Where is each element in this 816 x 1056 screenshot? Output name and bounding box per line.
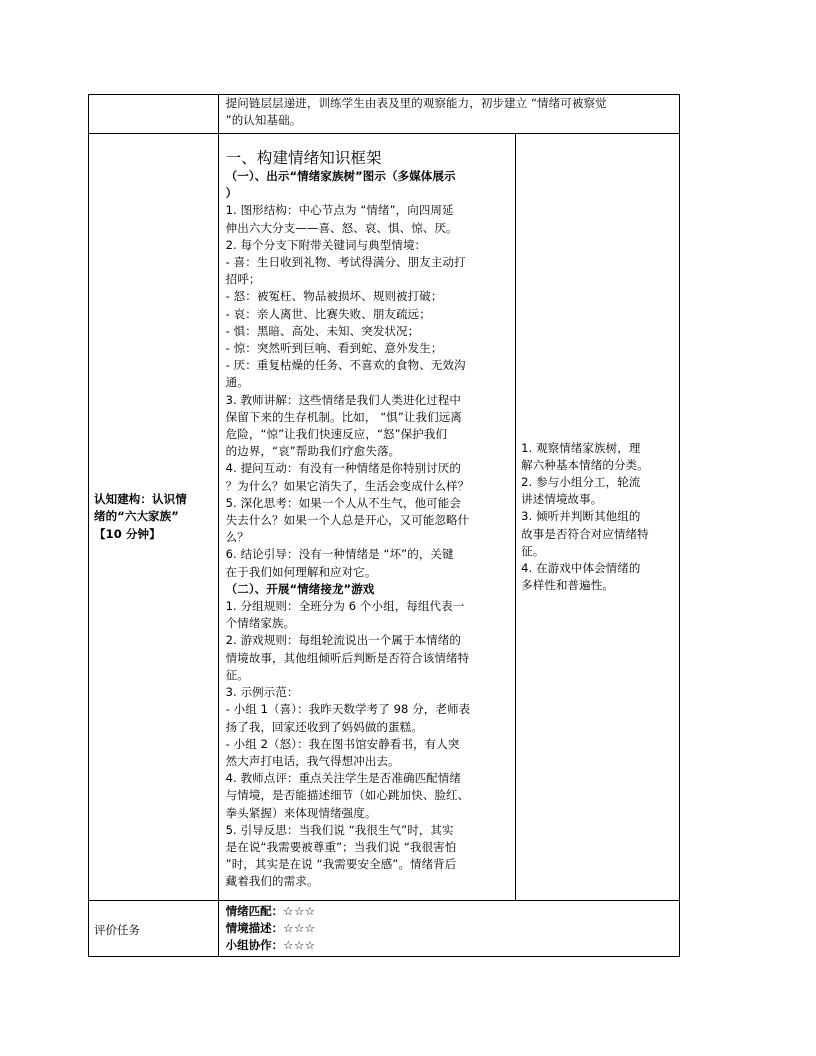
body-line: 是在说“我需要被尊重”；当我们说 “我很害怕 bbox=[225, 839, 457, 854]
body-line: - 小组 1（喜）：我昨天数学考了 98 分，老师表 bbox=[225, 702, 471, 717]
stage-title-line: 绪的“六大家族” bbox=[94, 509, 179, 524]
evaluation-item bbox=[226, 903, 671, 920]
student-activity-line: 故事是否符合对应情绪特 bbox=[521, 526, 649, 541]
body-line: 4. 教师点评：重点关注学生是否准确匹配情绪 bbox=[225, 771, 461, 786]
star-rating-icon: ☆☆☆ bbox=[283, 904, 316, 918]
lesson-plan-table bbox=[88, 94, 680, 957]
student-activity-line: 4. 在游戏中体会情绪的 bbox=[521, 561, 641, 575]
student-activity-line: 征。 bbox=[521, 543, 545, 558]
evaluation-row bbox=[89, 901, 680, 957]
student-activity-line: 讲述情境故事。 bbox=[521, 492, 603, 507]
body-line: 拳头紧握）来体现情绪强度。 bbox=[225, 805, 377, 820]
body-line: 在于我们如何理解和应对它。 bbox=[225, 564, 377, 579]
stage-title-line: 认知建构：认识情 bbox=[94, 492, 187, 507]
body-line: 藏着我们的需求。 bbox=[225, 874, 319, 889]
star-rating-icon: ☆☆☆ bbox=[283, 938, 316, 952]
body-line: - 厌：重复枯燥的任务、不喜欢的食物、无效沟 bbox=[225, 358, 466, 373]
body-line: - 惧：黑暗、高处、未知、突发状况； bbox=[225, 323, 420, 338]
student-activity-line: 多样性和普遍性。 bbox=[521, 578, 614, 593]
body-line: 招呼； bbox=[225, 272, 261, 287]
body-line: ”时，其实是在说 “我需要安全感”。情绪背后 bbox=[225, 857, 457, 872]
body-line: 个情绪家族。 bbox=[225, 616, 296, 631]
continuation-text-cell bbox=[218, 95, 679, 134]
body-line: 情境故事，其他组倾听后判断是否符合该情绪特 bbox=[225, 650, 470, 665]
evaluation-item-name: 小组协作： bbox=[225, 938, 284, 952]
body-line: ？为什么？如果它消失了，生活会变成什么样？ bbox=[225, 478, 470, 493]
body-line: 1. 分组规则：全班分为 6 个小组，每组代表一 bbox=[225, 599, 465, 614]
body-line: - 惊：突然听到巨响、看到蛇、意外发生； bbox=[225, 341, 443, 356]
student-activity-line: 3. 倾听并判断其他组的 bbox=[521, 509, 641, 524]
body-line: 3. 示例示范： bbox=[225, 685, 299, 700]
body-line: 的边界，“哀”帮助我们疗愈失落。 bbox=[225, 444, 401, 459]
body-line: - 哀：亲人离世、比赛失败、朋友疏远； bbox=[225, 306, 431, 321]
body-line: 伸出六大分支——喜、怒、哀、惧、惊、厌。 bbox=[225, 220, 458, 235]
body-line: 失去什么？如果一个人总是开心，又可能忽略什 bbox=[225, 513, 470, 528]
body-line: 危险，“惊”让我们快速反应，“怒”保护我们 bbox=[225, 427, 448, 442]
body-line: 通。 bbox=[225, 375, 249, 390]
student-activity-list bbox=[521, 440, 674, 595]
evaluation-label-cell bbox=[89, 901, 219, 957]
body-line: 2. 游戏规则：每组轮流说出一个属于本情绪的 bbox=[225, 633, 461, 648]
body-line: 6. 结论引导：没有一种情绪是 “坏”的，关键 bbox=[225, 547, 454, 562]
content-row bbox=[89, 134, 680, 901]
evaluation-label: 评价任务 bbox=[94, 922, 140, 937]
body-line: 然大声打电话，我气得想冲出去。 bbox=[225, 753, 400, 768]
evaluation-item-name: 情绪匹配： bbox=[225, 904, 284, 918]
subsection-1-body bbox=[226, 202, 508, 580]
body-line: 4. 提问互动：有没有一种情绪是你特别讨厌的 bbox=[225, 461, 461, 476]
body-line: 征。 bbox=[225, 667, 249, 682]
body-line: 与情境，是否能描述细节（如心跳加快、脸红、 bbox=[225, 788, 470, 803]
body-line: 1. 图形结构：中心节点为 “情绪”，向四周延 bbox=[225, 203, 454, 218]
continuation-line: ”的认知基础。 bbox=[225, 113, 302, 128]
stage-duration: 【10 分钟】 bbox=[94, 526, 161, 541]
body-line: - 怒：被冤枉、物品被损坏、规则被打破； bbox=[225, 289, 443, 304]
student-activity-line: 解六种基本情绪的分类。 bbox=[521, 457, 649, 472]
body-line: 扬了我，回家还收到了妈妈做的蛋糕。 bbox=[225, 719, 423, 734]
star-rating-icon: ☆☆☆ bbox=[283, 921, 316, 935]
evaluation-items-cell bbox=[218, 901, 679, 957]
body-line: - 喜：生日收到礼物、考试得满分、朋友主动打 bbox=[225, 255, 466, 270]
evaluation-item bbox=[226, 920, 671, 937]
subsection-1-heading: （一）、出示“情绪家族树”图示（多媒体展示 bbox=[225, 169, 456, 183]
body-line: 保留下来的生存机制。比如， “惧”让我们远离 bbox=[225, 409, 462, 424]
body-line: 2. 每个分支下附带关键词与典型情境： bbox=[225, 237, 427, 252]
continuation-stage-cell bbox=[89, 95, 219, 134]
section-heading: 一、构建情绪知识框架 bbox=[225, 149, 382, 167]
subsection-2-body bbox=[226, 598, 508, 890]
body-line: 5. 深化思考：如果一个人从不生气，他可能会 bbox=[225, 495, 461, 510]
continuation-row bbox=[89, 95, 680, 134]
stage-cell bbox=[89, 134, 219, 901]
student-activity-cell bbox=[516, 134, 680, 901]
student-activity-line: 2. 参与小组分工，轮流 bbox=[521, 474, 641, 489]
body-line: 么？ bbox=[225, 530, 249, 545]
evaluation-item bbox=[226, 937, 671, 954]
body-line: 5. 引导反思：当我们说 “我很生气”时，其实 bbox=[225, 822, 454, 837]
subsection-1-heading-tail: ） bbox=[225, 186, 238, 201]
evaluation-item-name: 情境描述： bbox=[225, 921, 284, 935]
continuation-line: 提问链层层递进，训练学生由表及里的观察能力，初步建立 “情绪可被察觉 bbox=[225, 96, 607, 110]
subsection-2-heading: （二）、开展“情绪接龙”游戏 bbox=[225, 581, 375, 596]
teacher-activity-cell bbox=[218, 134, 516, 901]
student-activity-line: 1. 观察情绪家族树，理 bbox=[521, 440, 641, 455]
body-line: 3. 教师讲解：这些情绪是我们人类进化过程中 bbox=[225, 392, 461, 407]
body-line: - 小组 2（怒）：我在图书馆安静看书，有人突 bbox=[225, 736, 460, 751]
